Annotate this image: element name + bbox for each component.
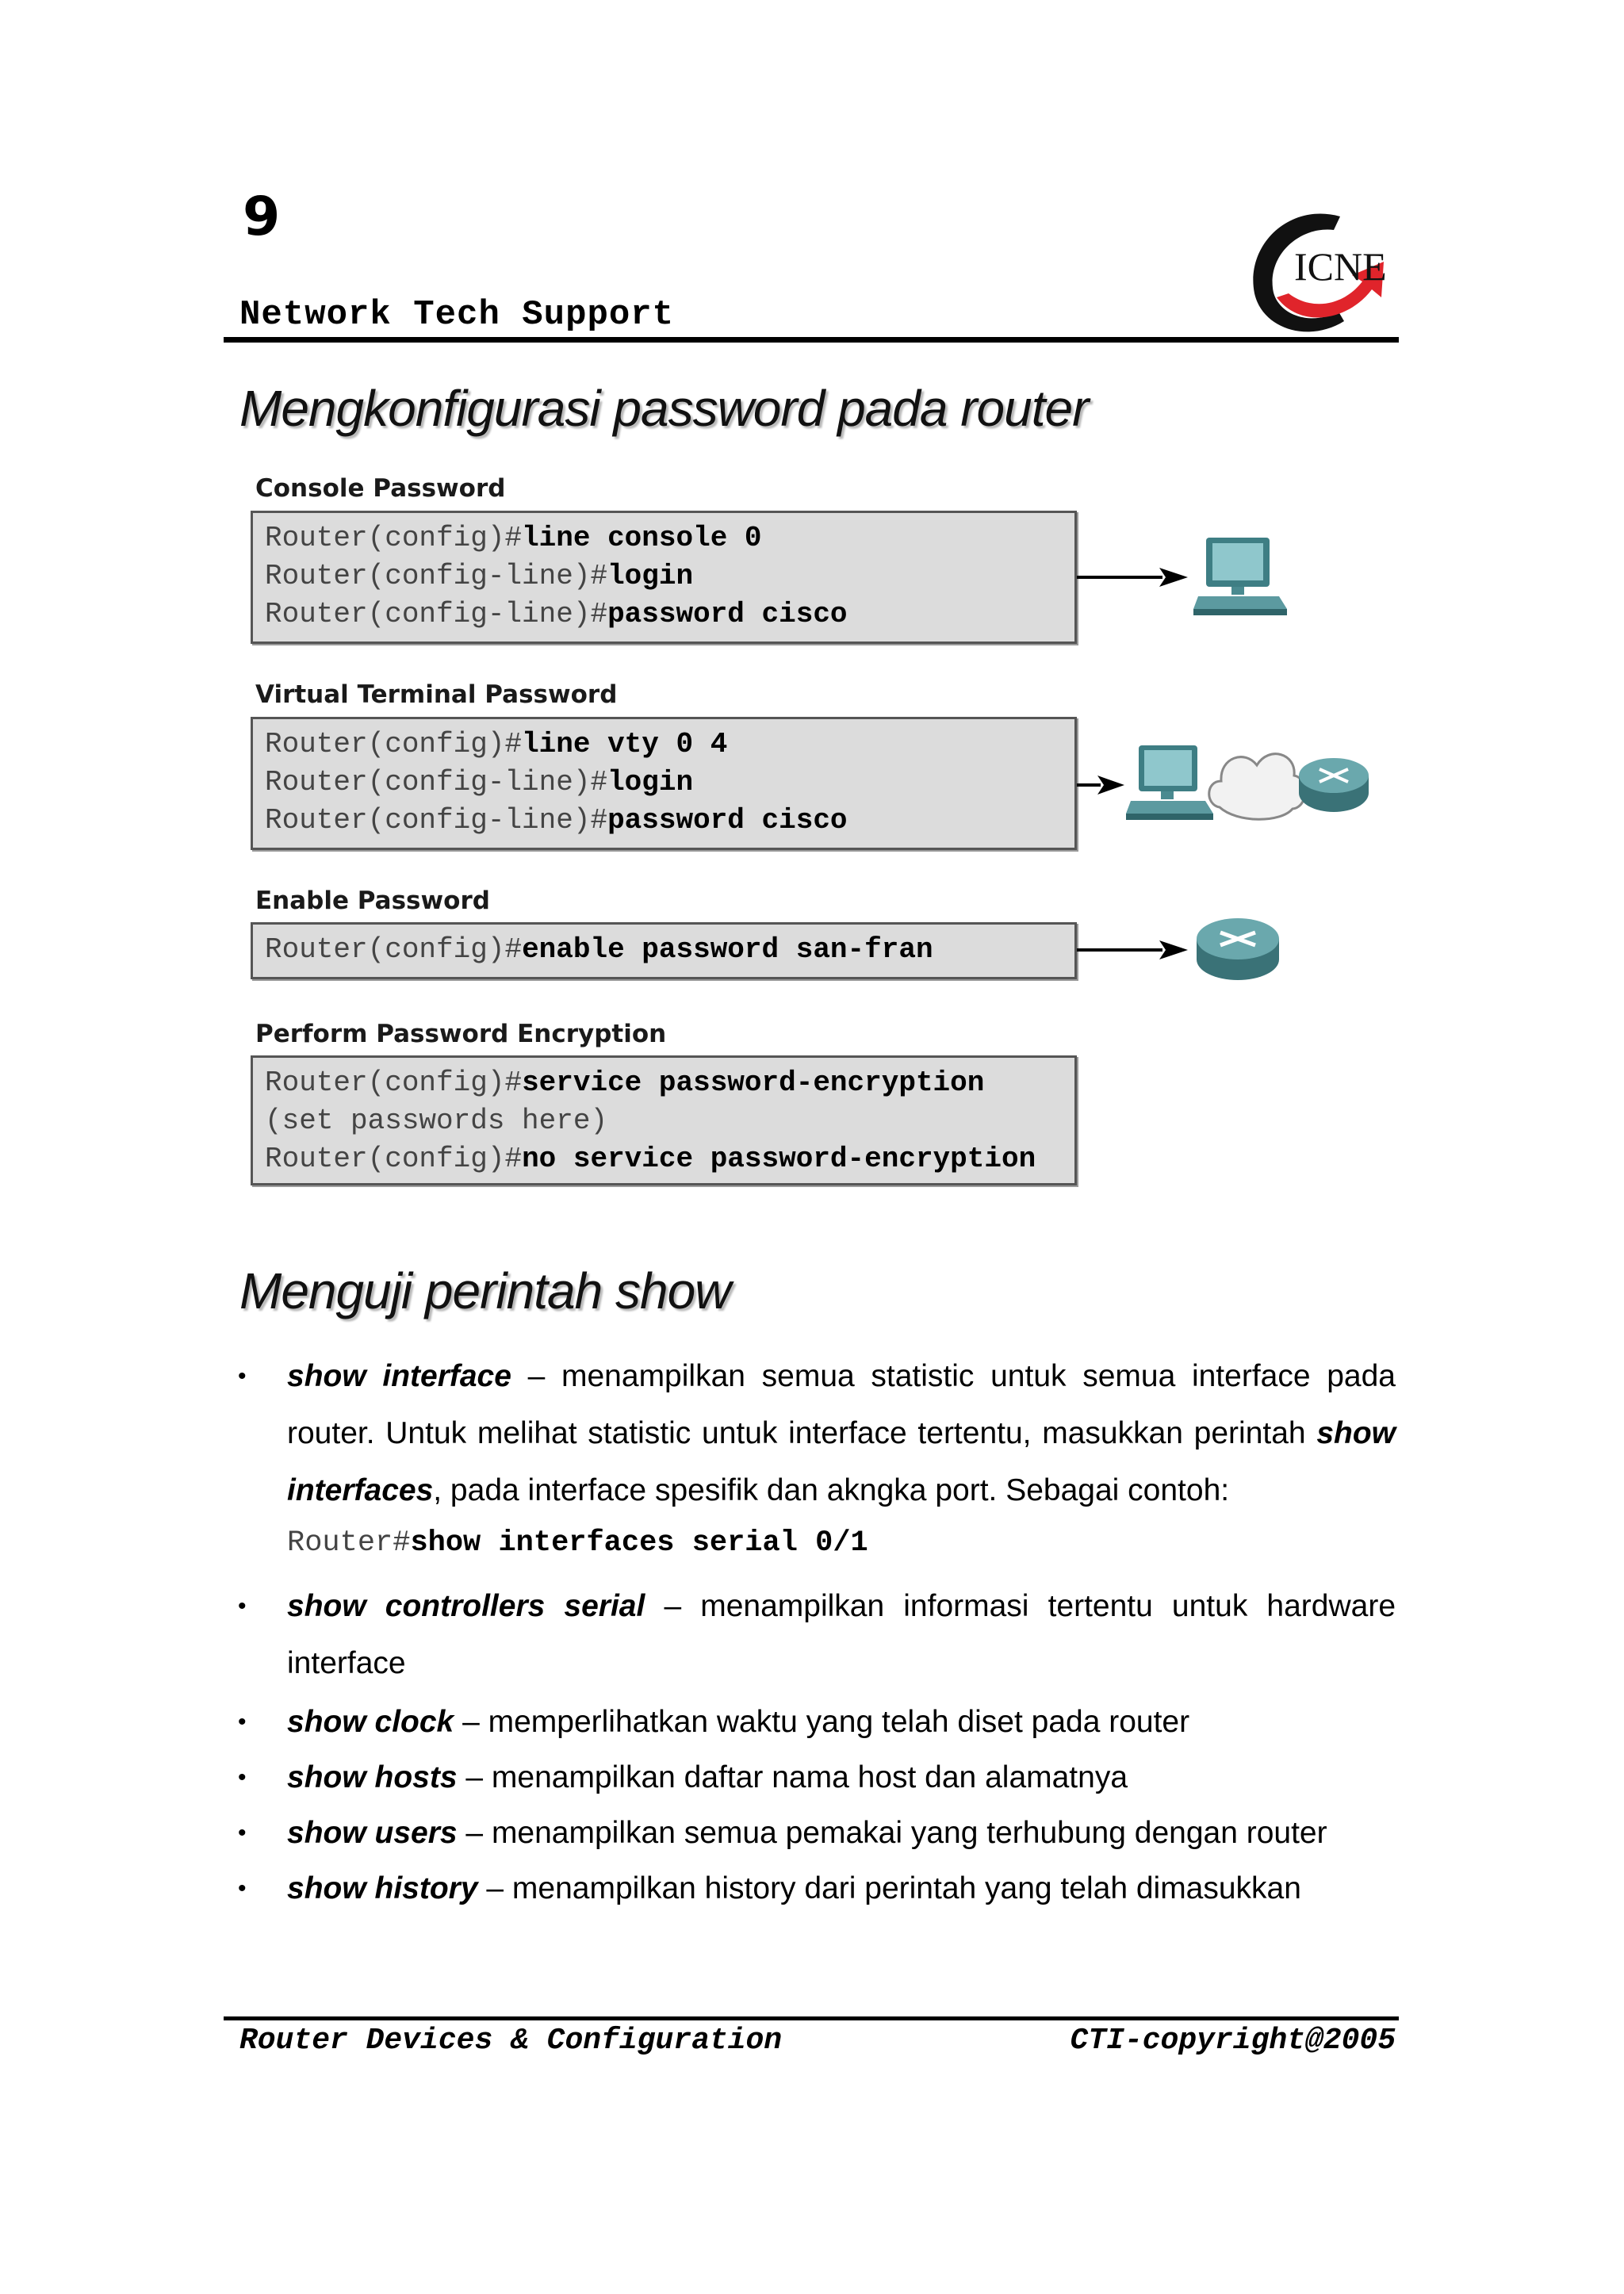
item-text: – memperlihatkan waktu yang telah diset pada router: [454, 1705, 1190, 1739]
list-item: [238, 1749, 1396, 1806]
example-command: Router#show interfaces serial 0/1: [287, 1526, 868, 1560]
list-item: [238, 1860, 1396, 1917]
footer-divider: [224, 2016, 1399, 2020]
list-item: [238, 1694, 1396, 1751]
cli-line: Router(config-line)#password cisco: [265, 598, 848, 630]
arrow-icon: [1077, 934, 1188, 966]
cli-line: Router(config)#enable password san-fran: [265, 933, 933, 966]
list-item: [238, 1578, 1396, 1692]
list-item: [238, 1805, 1396, 1862]
bullet: •: [238, 1709, 247, 1735]
cli-line: Router(config-line)#login: [265, 766, 694, 798]
item-text: – menampilkan history dari perintah yang telah dimasukkan: [477, 1871, 1301, 1905]
cli-line: Router(config)#line vty 0 4: [265, 728, 728, 760]
footer-title: Router Devices & Configuration: [239, 2024, 783, 2058]
cli-line: Router(config)#line console 0: [265, 522, 762, 554]
footer-copyright: CTI-copyright@2005: [1070, 2024, 1396, 2058]
command-term: show hosts: [287, 1760, 458, 1794]
bullet: •: [238, 1820, 247, 1846]
bullet: •: [238, 1875, 247, 1901]
cli-line: Router(config-line)#password cisco: [265, 804, 848, 837]
pc-icon: [1193, 533, 1289, 620]
vty-password-box: [251, 717, 1077, 850]
bullet: •: [238, 1593, 247, 1619]
router-icon: [1193, 910, 1282, 983]
pc-cloud-router-icon: [1126, 737, 1370, 825]
item-text: – menampilkan semua statistic untuk semua interface pada router. Untuk melihat statistic untuk interface tertentu, masukkan perintah: [287, 1359, 1396, 1450]
enable-password-box: [251, 922, 1077, 979]
item-text: , pada interface spesifik dan akngka port. Sebagai contoh:: [433, 1473, 1230, 1507]
cli-line: Router(config-line)#login: [265, 560, 694, 592]
enable-password-label: Enable Password: [255, 887, 490, 915]
header-divider: [224, 337, 1399, 343]
bullet: •: [238, 1363, 247, 1389]
item-text: – menampilkan daftar nama host dan alamatnya: [457, 1760, 1128, 1794]
logo-text: ICNE: [1294, 244, 1387, 289]
command-term: show interfaces: [287, 1416, 1396, 1507]
arrow-icon: [1077, 561, 1188, 593]
icne-logo: [1245, 202, 1392, 341]
command-term: show clock: [287, 1705, 454, 1739]
cli-line: (set passwords here): [265, 1105, 608, 1137]
bullet: •: [238, 1764, 247, 1790]
encryption-label: Perform Password Encryption: [255, 1020, 667, 1048]
cli-line: Router(config)#no service password-encryption: [265, 1143, 1036, 1175]
item-text: – menampilkan informasi tertentu untuk hardware interface: [287, 1589, 1396, 1680]
section-title-show: Menguji perintah show: [239, 1262, 731, 1319]
command-term: show history: [287, 1871, 478, 1905]
header-title: Network Tech Support: [239, 295, 675, 335]
vty-password-label: Virtual Terminal Password: [255, 680, 618, 709]
arrow-icon: [1077, 769, 1124, 801]
console-password-label: Console Password: [255, 474, 506, 503]
item-text: – menampilkan semua pemakai yang terhubung dengan router: [457, 1816, 1327, 1850]
command-term: show users: [287, 1816, 458, 1850]
encryption-box: [251, 1055, 1077, 1185]
command-term: show controllers serial: [287, 1589, 645, 1623]
list-item: [238, 1348, 1396, 1567]
page-number: 9: [243, 186, 281, 248]
command-term: show interface: [287, 1359, 511, 1393]
section-title-password: Mengkonfigurasi password pada router: [239, 380, 1089, 437]
console-password-box: [251, 511, 1077, 644]
cli-line: Router(config)#service password-encryption: [265, 1067, 985, 1099]
